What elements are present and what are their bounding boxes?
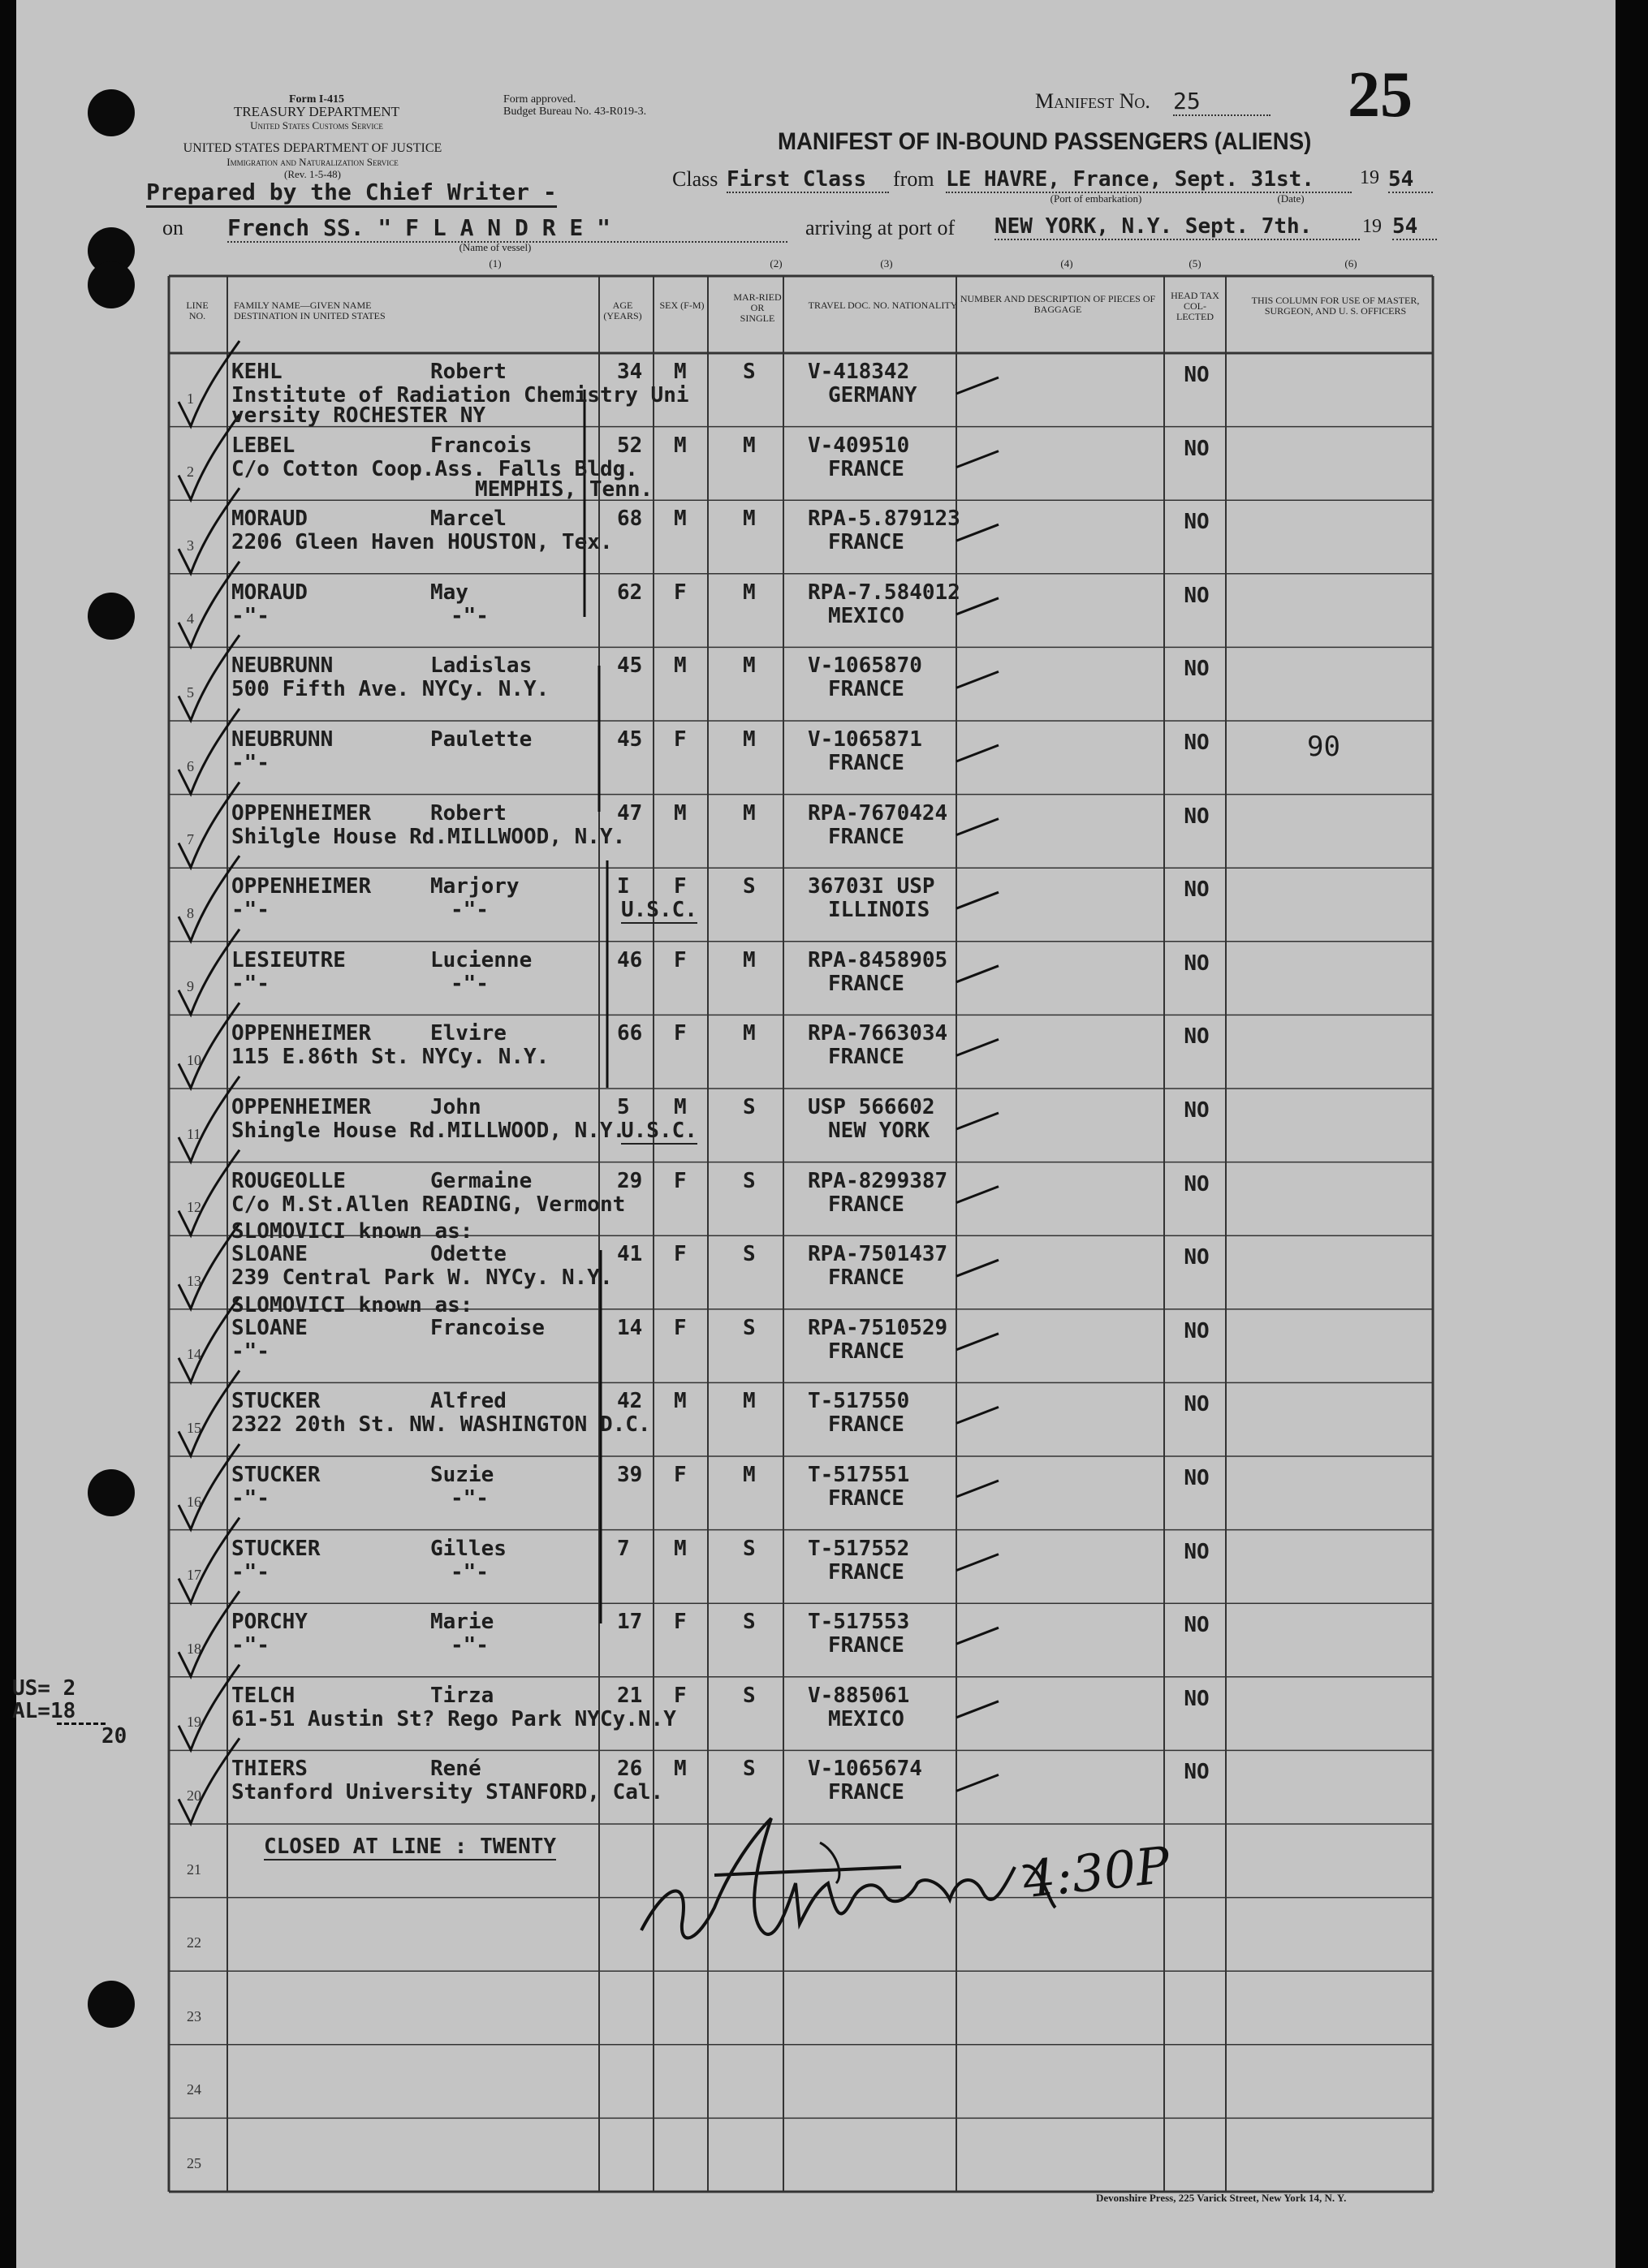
travel-doc-no: RPA-7501437: [808, 1242, 948, 1267]
age: 17: [617, 1610, 643, 1635]
given-name: Robert: [430, 800, 507, 826]
form-approved: Form approved.: [503, 93, 576, 106]
head-tax: NO: [1184, 657, 1210, 682]
family-name: STUCKER: [231, 1389, 321, 1414]
head-tax: NO: [1184, 436, 1210, 461]
line-number: 23: [187, 2007, 201, 2024]
travel-doc-no: RPA-7510529: [808, 1315, 948, 1340]
destination: Shilgle House Rd.MILLWOOD, N.Y.: [231, 824, 626, 849]
header-sex: SEX (F-M): [659, 300, 705, 311]
destination: Shingle House Rd.MILLWOOD, N.Y.: [231, 1119, 626, 1143]
nationality: FRANCE: [828, 971, 904, 996]
nationality: GERMANY: [828, 383, 917, 407]
age: 52: [617, 433, 643, 458]
year-prefix-1: 19: [1360, 167, 1379, 188]
header-head-tax: HEAD TAX COL-LECTED: [1171, 290, 1219, 322]
class-label: Class: [672, 167, 718, 191]
travel-doc-no: V-409510: [808, 433, 910, 458]
line-number: 24: [187, 2081, 201, 2098]
destination: Stanford University STANFORD, Cal.: [231, 1780, 664, 1805]
sex: F: [674, 947, 687, 972]
age: 14: [617, 1315, 643, 1340]
age: 68: [617, 507, 643, 532]
nationality: MEXICO: [828, 1706, 904, 1731]
line-number: 3: [187, 537, 194, 554]
travel-doc-no: V-885061: [808, 1683, 910, 1708]
line-number: 18: [187, 1640, 201, 1657]
destination: 2322 20th St. NW. WASHINGTON D.C.: [231, 1412, 651, 1438]
sex: F: [674, 580, 687, 605]
head-tax: NO: [1184, 877, 1210, 903]
age: 5: [617, 1095, 630, 1119]
destination: -"-: [231, 898, 270, 923]
given-name: May: [430, 580, 468, 605]
year-1: 54: [1388, 167, 1433, 193]
line-number: 11: [187, 1125, 201, 1142]
travel-doc-no: T-517552: [808, 1536, 910, 1561]
head-tax: NO: [1184, 951, 1210, 976]
given-name: Robert: [430, 360, 507, 384]
sex: F: [674, 1168, 687, 1193]
head-tax: NO: [1184, 510, 1210, 535]
tick-mark: [956, 1260, 999, 1276]
citizen-note: U.S.C.: [621, 1119, 697, 1143]
line-number: 21: [187, 1861, 201, 1878]
nationality: FRANCE: [828, 677, 904, 702]
family-name: LESIEUTRE: [231, 947, 346, 972]
line-number: 22: [187, 1934, 201, 1951]
marital-status: M: [743, 580, 756, 605]
on-label: on: [162, 216, 183, 239]
line-number: 14: [187, 1346, 201, 1363]
travel-doc-no: T-517553: [808, 1610, 910, 1635]
destination: -"-: [231, 1633, 270, 1658]
alias-note: SLOMOVICI known as:: [231, 1292, 473, 1317]
port-caption: (Port of embarkation): [1050, 192, 1142, 205]
travel-doc-no: RPA-7663034: [808, 1021, 948, 1046]
manifest-label: Manifest No.: [1035, 89, 1150, 113]
given-name: Odette: [430, 1242, 507, 1267]
given-name: Elvire: [430, 1021, 507, 1046]
age: 39: [617, 1463, 643, 1487]
given-name: Lucienne: [430, 947, 533, 972]
nationality: FRANCE: [828, 824, 904, 849]
tick-mark: [956, 966, 999, 982]
travel-doc-no: T-517550: [808, 1389, 910, 1414]
sex: F: [674, 1315, 687, 1340]
prepared-by: Prepared by the Chief Writer -: [146, 179, 557, 208]
nationality: FRANCE: [828, 530, 904, 555]
destination: C/o M.St.Allen READING, Vermont: [231, 1192, 626, 1217]
given-ditto: -"-: [451, 898, 489, 923]
vessel-caption: (Name of vessel): [459, 241, 532, 253]
nationality: FRANCE: [828, 1486, 904, 1511]
destination: Institute of Radiation Chemistry Uni: [231, 383, 689, 407]
line-number: 2: [187, 464, 194, 481]
family-name: PORCHY: [231, 1610, 308, 1635]
marital-status: M: [743, 1463, 756, 1487]
age: 45: [617, 653, 643, 679]
given-ditto: -"-: [451, 1486, 489, 1511]
head-tax: NO: [1184, 1245, 1210, 1270]
header-officers: THIS COLUMN FOR USE OF MASTER, SURGEON, AND U. S. OFFICERS: [1251, 295, 1420, 317]
family-name: LEBEL: [231, 433, 296, 458]
nationality: ILLINOIS: [828, 898, 930, 923]
nationality: FRANCE: [828, 1266, 904, 1291]
citizen-note: U.S.C.: [621, 898, 697, 923]
line-number: 8: [187, 904, 194, 921]
marital-status: S: [743, 1757, 756, 1782]
head-tax: NO: [1184, 1098, 1210, 1123]
family-name: MORAUD: [231, 580, 308, 605]
destination: -"-: [231, 1486, 270, 1511]
family-name: OPPENHEIMER: [231, 1021, 372, 1046]
family-name: SLOANE: [231, 1242, 308, 1267]
age: 29: [617, 1168, 643, 1193]
document-title: MANIFEST OF IN-BOUND PASSENGERS (ALIENS): [778, 128, 1312, 155]
nationality: FRANCE: [828, 1339, 904, 1364]
column-number: (3): [880, 257, 893, 269]
line-number: 19: [187, 1714, 201, 1731]
head-tax: NO: [1184, 804, 1210, 829]
sex: F: [674, 1463, 687, 1487]
sex: M: [674, 507, 687, 532]
destination: 61-51 Austin St? Rego Park NYCy.N.Y: [231, 1706, 676, 1731]
given-name: Germaine: [430, 1168, 533, 1193]
margin-total-aliens: AL=18: [12, 1699, 76, 1723]
printer-imprint: Devonshire Press, 225 Varick Street, New York 14, N. Y.: [1096, 2192, 1347, 2204]
marital-status: M: [743, 727, 756, 752]
family-name: SLOANE: [231, 1315, 308, 1340]
margin-total-sum: 20: [101, 1724, 127, 1748]
margin-divider: [57, 1723, 106, 1725]
nationality: FRANCE: [828, 1412, 904, 1438]
destination: -"-: [231, 603, 270, 628]
column-number: (4): [1060, 257, 1073, 269]
given-name: Paulette: [430, 727, 533, 752]
officer-note: 90: [1307, 731, 1340, 763]
sex: M: [674, 1536, 687, 1561]
header-line-no: LINE NO.: [186, 300, 209, 321]
header-travel-doc: TRAVEL DOC. NO. NATIONALITY: [808, 300, 958, 311]
family-name: OPPENHEIMER: [231, 874, 372, 899]
age: 46: [617, 947, 643, 972]
age: 45: [617, 727, 643, 752]
from-label: from: [893, 167, 934, 191]
header-baggage: NUMBER AND DESCRIPTION OF PIECES OF BAGGAGE: [960, 293, 1156, 315]
age: 66: [617, 1021, 643, 1046]
age: 26: [617, 1757, 643, 1782]
nationality: FRANCE: [828, 751, 904, 775]
column-number: (6): [1344, 257, 1357, 269]
age: 62: [617, 580, 643, 605]
head-tax: NO: [1184, 1613, 1210, 1638]
given-name: John: [430, 1095, 481, 1119]
given-name: Alfred: [430, 1389, 507, 1414]
travel-doc-no: RPA-8299387: [808, 1168, 948, 1193]
tick-mark: [956, 1554, 999, 1571]
nationality: FRANCE: [828, 1045, 904, 1070]
given-name: Tirza: [430, 1683, 494, 1708]
tick-mark: [956, 1481, 999, 1497]
line-number: 12: [187, 1199, 201, 1216]
given-name: Francoise: [430, 1315, 545, 1340]
tick-mark: [956, 1113, 999, 1129]
line-number: 16: [187, 1493, 201, 1510]
destination: -"-: [231, 1559, 270, 1585]
marital-status: S: [743, 1610, 756, 1635]
destination: 239 Central Park W. NYCy. N.Y.: [231, 1266, 613, 1291]
destination-cont: versity ROCHESTER NY: [231, 403, 486, 428]
sex: F: [674, 727, 687, 752]
head-tax: NO: [1184, 1539, 1210, 1564]
tick-mark: [956, 1407, 999, 1423]
tick-mark: [956, 451, 999, 468]
marital-status: S: [743, 1168, 756, 1193]
line-number: 17: [187, 1567, 201, 1584]
year-prefix-2: 19: [1362, 216, 1382, 237]
marital-status: S: [743, 874, 756, 899]
nationality: FRANCE: [828, 1780, 904, 1805]
marital-status: S: [743, 1315, 756, 1340]
manifest-number: 25: [1173, 88, 1271, 116]
given-name: Suzie: [430, 1463, 494, 1487]
marital-status: M: [743, 1389, 756, 1414]
line-number: 10: [187, 1052, 201, 1068]
check-marks: [179, 341, 999, 1823]
arriving-label: arriving at port of: [805, 216, 956, 239]
line-number: 5: [187, 684, 194, 701]
given-name: Marie: [430, 1610, 494, 1635]
vessel-name: French SS. " F L A N D R E ": [227, 214, 787, 243]
nationality: FRANCE: [828, 1559, 904, 1585]
head-tax: NO: [1184, 731, 1210, 755]
destination: 2206 Gleen Haven HOUSTON, Tex.: [231, 530, 613, 555]
head-tax: NO: [1184, 1466, 1210, 1490]
head-tax: NO: [1184, 1760, 1210, 1785]
line-number: 9: [187, 978, 194, 995]
family-name: STUCKER: [231, 1536, 321, 1561]
sex: F: [674, 1242, 687, 1267]
sex: F: [674, 1021, 687, 1046]
tick-mark: [956, 598, 999, 614]
column-number: (1): [489, 257, 502, 269]
budget-bureau: Budget Bureau No. 43-R019-3.: [503, 106, 647, 118]
tick-mark: [956, 1628, 999, 1644]
family-name: MORAUD: [231, 507, 308, 532]
line-number: 13: [187, 1272, 201, 1289]
age: 41: [617, 1242, 643, 1267]
form-number: Form I-415: [288, 93, 345, 106]
head-tax: NO: [1184, 1171, 1210, 1197]
tick-mark: [956, 524, 999, 541]
given-ditto: -"-: [451, 603, 489, 628]
travel-doc-no: 36703I USP: [808, 874, 935, 899]
age: 47: [617, 800, 643, 826]
class-value: First Class: [727, 167, 889, 193]
header-name: FAMILY NAME—GIVEN NAME DESTINATION IN UNITED STATES: [234, 300, 386, 321]
sex: M: [674, 433, 687, 458]
marital-status: S: [743, 1683, 756, 1708]
age: 21: [617, 1683, 643, 1708]
manifest-page: [12, 0, 1616, 2268]
tick-mark: [956, 1039, 999, 1055]
stamped-page-number: 25: [1348, 59, 1413, 131]
given-name: René: [430, 1757, 481, 1782]
arrival-port: NEW YORK, N.Y. Sept. 7th.: [994, 214, 1360, 240]
head-tax: NO: [1184, 1318, 1210, 1343]
age: 42: [617, 1389, 643, 1414]
marital-status: M: [743, 1021, 756, 1046]
destination: -"-: [231, 751, 270, 775]
sex: M: [674, 800, 687, 826]
family-name: TELCH: [231, 1683, 296, 1708]
closing-statement: CLOSED AT LINE : TWENTY: [264, 1835, 557, 1859]
age: 34: [617, 360, 643, 384]
tick-mark: [956, 819, 999, 835]
line-number: 6: [187, 757, 194, 774]
given-name: Ladislas: [430, 653, 533, 679]
family-name: OPPENHEIMER: [231, 1095, 372, 1119]
travel-doc-no: USP 566602: [808, 1095, 935, 1119]
line-number: 4: [187, 610, 194, 627]
head-tax: NO: [1184, 1686, 1210, 1711]
ins-service: Immigration and Naturalization Service: [226, 156, 399, 168]
travel-doc-no: V-1065870: [808, 653, 922, 679]
nationality: FRANCE: [828, 1192, 904, 1217]
travel-doc-no: RPA-7.584012: [808, 580, 960, 605]
line-number: 1: [187, 390, 194, 407]
column-number: (5): [1189, 257, 1201, 269]
header-age: AGE (YEARS): [603, 300, 642, 321]
given-name: Marjory: [430, 874, 520, 899]
date-caption: (Date): [1277, 192, 1305, 205]
family-name: THIERS: [231, 1757, 308, 1782]
age: 7: [617, 1536, 630, 1561]
marital-status: M: [743, 653, 756, 679]
travel-doc-no: RPA-7670424: [808, 800, 948, 826]
travel-doc-no: T-517551: [808, 1463, 910, 1487]
sex: M: [674, 653, 687, 679]
line-number: 15: [187, 1420, 201, 1436]
marital-status: M: [743, 947, 756, 972]
line-number: 25: [187, 2155, 201, 2171]
sex: F: [674, 1683, 687, 1708]
given-ditto: -"-: [451, 1559, 489, 1585]
treasury-dept: TREASURY DEPARTMENT: [233, 104, 400, 119]
marital-status: S: [743, 360, 756, 384]
margin-total-us: US= 2: [12, 1676, 76, 1701]
sex: M: [674, 1757, 687, 1782]
line-number: 7: [187, 831, 194, 848]
marital-status: M: [743, 507, 756, 532]
head-tax: NO: [1184, 1024, 1210, 1050]
sex: F: [674, 874, 687, 899]
family-name: KEHL: [231, 360, 283, 384]
given-ditto: -"-: [451, 971, 489, 996]
marital-status: S: [743, 1095, 756, 1119]
given-name: Gilles: [430, 1536, 507, 1561]
marital-status: M: [743, 433, 756, 458]
given-ditto: -"-: [451, 1633, 489, 1658]
marital-status: M: [743, 800, 756, 826]
sex: M: [674, 1389, 687, 1414]
tick-mark: [956, 377, 999, 394]
tick-mark: [956, 892, 999, 908]
nationality: FRANCE: [828, 456, 904, 481]
tick-mark: [956, 1701, 999, 1718]
nationality: MEXICO: [828, 603, 904, 628]
port-of-embarkation: LE HAVRE, France, Sept. 31st.: [946, 167, 1352, 193]
time-note: 4:30P: [1020, 1835, 1173, 1910]
travel-doc-no: V-1065871: [808, 727, 922, 752]
tick-mark: [956, 1334, 999, 1350]
family-name: ROUGEOLLE: [231, 1168, 346, 1193]
destination: 115 E.86th St. NYCy. N.Y.: [231, 1045, 550, 1070]
destination: C/o Cotton Coop.Ass. Falls Bldg.: [231, 456, 638, 481]
given-name: Marcel: [430, 507, 507, 532]
sex: F: [674, 1610, 687, 1635]
nationality: FRANCE: [828, 1633, 904, 1658]
given-name: Francois: [430, 433, 533, 458]
customs-service: United States Customs Service: [250, 119, 383, 132]
family-name: NEUBRUNN: [231, 727, 334, 752]
revision: (Rev. 1-5-48): [284, 168, 341, 180]
justice-dept: UNITED STATES DEPARTMENT OF JUSTICE: [183, 141, 442, 155]
line-number: 20: [187, 1787, 201, 1804]
head-tax: NO: [1184, 1392, 1210, 1417]
age: I: [617, 874, 630, 899]
column-number: (2): [770, 257, 783, 269]
destination: -"-: [231, 971, 270, 996]
tick-mark: [956, 1187, 999, 1203]
tick-mark: [956, 671, 999, 688]
family-name: STUCKER: [231, 1463, 321, 1487]
head-tax: NO: [1184, 363, 1210, 387]
year-2: 54: [1392, 214, 1437, 240]
travel-doc-no: RPA-5.879123: [808, 507, 960, 532]
header-married: MAR-RIED OR SINGLE: [733, 291, 782, 324]
travel-doc-no: RPA-8458905: [808, 947, 948, 972]
destination-cont: MEMPHIS, Tenn.: [475, 476, 654, 502]
family-name: OPPENHEIMER: [231, 800, 372, 826]
sex: M: [674, 1095, 687, 1119]
marital-status: S: [743, 1242, 756, 1267]
destination: 500 Fifth Ave. NYCy. N.Y.: [231, 677, 550, 702]
head-tax: NO: [1184, 583, 1210, 608]
marital-status: S: [743, 1536, 756, 1561]
tick-mark: [956, 745, 999, 761]
destination: -"-: [231, 1339, 270, 1364]
nationality: NEW YORK: [828, 1119, 930, 1143]
travel-doc-no: V-418342: [808, 360, 910, 384]
alias-note: SLOMOVICI known as:: [231, 1219, 473, 1244]
travel-doc-no: V-1065674: [808, 1757, 922, 1782]
family-name: NEUBRUNN: [231, 653, 334, 679]
sex: M: [674, 360, 687, 384]
